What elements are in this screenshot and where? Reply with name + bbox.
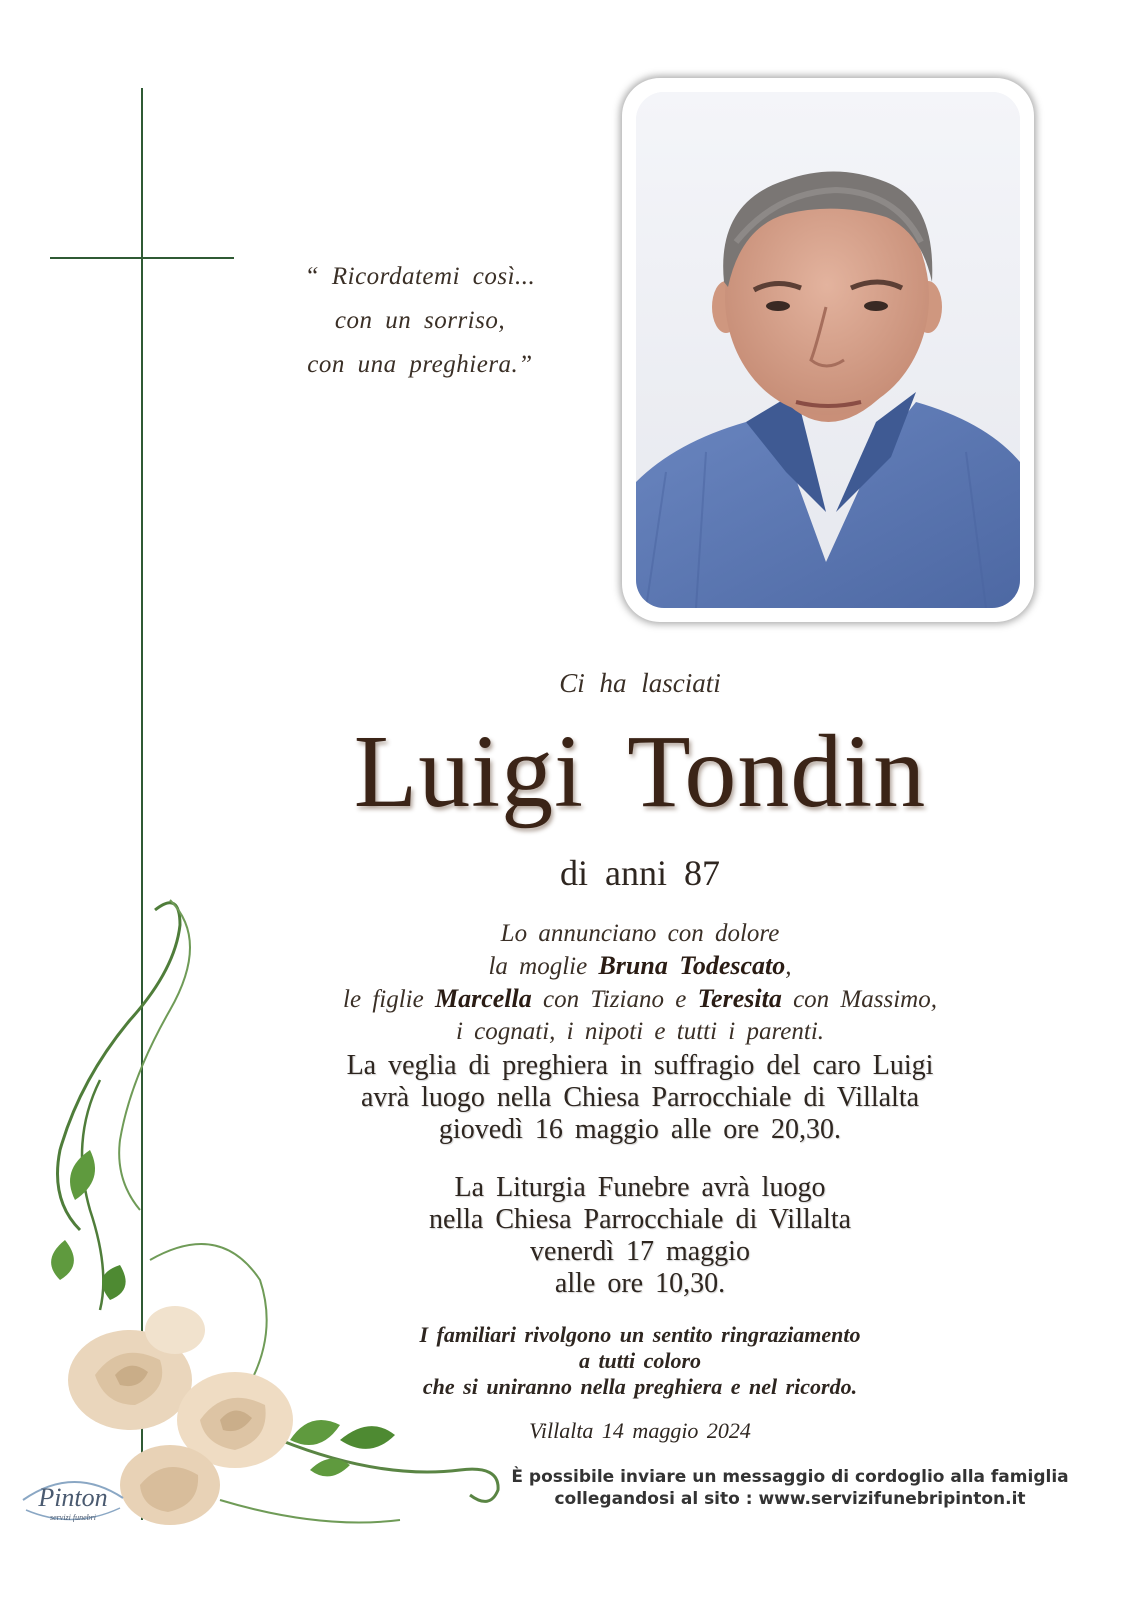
announce-text: con Tiziano e bbox=[531, 986, 698, 1013]
announce-text: con Massimo, bbox=[781, 986, 937, 1013]
intro-text: Ci ha lasciati bbox=[559, 668, 721, 698]
memorial-quote bbox=[270, 255, 570, 387]
leaf bbox=[290, 1420, 340, 1445]
vine-swirl bbox=[119, 900, 190, 1210]
vine-swirl bbox=[220, 1500, 400, 1523]
portrait-photo bbox=[636, 92, 1020, 608]
deceased-name: Luigi Tondin bbox=[353, 714, 927, 829]
thanks-line-1: I familiari rivolgono un sentito ringraziamento bbox=[419, 1322, 861, 1347]
condolence-footer bbox=[470, 1466, 1110, 1510]
announce-line-1: Lo annunciano con dolore bbox=[500, 920, 780, 947]
portrait-illustration bbox=[636, 92, 1020, 608]
vigil-line-3: giovedì 16 maggio alle ore 20,30. bbox=[438, 1114, 842, 1145]
leaf bbox=[51, 1240, 74, 1280]
rose-flower bbox=[120, 1445, 220, 1525]
vigil-line-1: La veglia di preghiera in suffragio del caro Luigi bbox=[346, 1050, 934, 1081]
announce-text: le figlie bbox=[343, 986, 435, 1013]
svg-text:servizi funebri: servizi funebri bbox=[50, 1513, 96, 1522]
deceased-age: di anni 87 bbox=[560, 853, 720, 893]
footer-line-1: È possibile inviare un messaggio di cordoglio alla famiglia bbox=[511, 1467, 1069, 1487]
svg-text:Pinton: Pinton bbox=[38, 1483, 108, 1512]
thanks-line-2: a tutti coloro bbox=[578, 1348, 702, 1373]
place-and-date: Villalta 14 maggio 2024 bbox=[529, 1418, 751, 1443]
vigil-line-2: avrà luogo nella Chiesa Parrocchiale di Villalta bbox=[360, 1082, 920, 1113]
quote-line-2: con un sorriso, bbox=[334, 307, 506, 334]
funeral-line-3: venerdì 17 maggio bbox=[530, 1236, 750, 1267]
leaf bbox=[70, 1150, 95, 1200]
pinton-logo bbox=[18, 1470, 128, 1530]
leaf bbox=[102, 1265, 126, 1300]
thanks-line-3: che si uniranno nella preghiera e nel ricordo. bbox=[422, 1374, 858, 1399]
quote-line-3: con una preghiera.” bbox=[307, 351, 533, 378]
announce-text: la moglie bbox=[488, 953, 599, 980]
funeral-line-2: nella Chiesa Parrocchiale di Villalta bbox=[428, 1204, 852, 1235]
cross-horizontal-bar bbox=[50, 257, 234, 259]
footer-line-2[interactable]: collegandosi al sito : www.servizifunebripinton.it bbox=[554, 1489, 1026, 1509]
announce-line-4: i cognati, i nipoti e tutti i parenti. bbox=[455, 1018, 825, 1045]
daughter-name: Marcella bbox=[434, 984, 532, 1013]
funeral-line-4: alle ore 10,30. bbox=[554, 1268, 726, 1299]
announce-text: , bbox=[785, 953, 792, 980]
funeral-line-1: La Liturgia Funebre avrà luogo bbox=[454, 1172, 826, 1203]
vine-swirl bbox=[82, 1080, 103, 1310]
daughter-name: Teresita bbox=[697, 984, 782, 1013]
quote-line-1: “ Ricordatemi così... bbox=[304, 263, 536, 290]
wife-name: Bruna Todescato bbox=[598, 951, 786, 980]
leaf bbox=[340, 1426, 395, 1449]
